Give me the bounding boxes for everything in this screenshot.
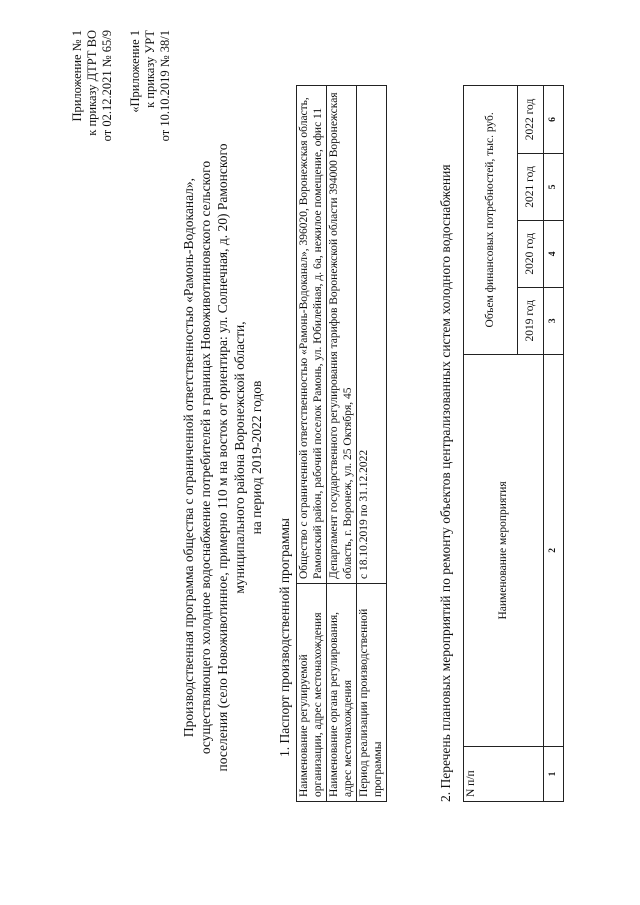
passport-value: Департамент государственного регулирования тарифов Воронежской области 394000 Воронежская область, г. Воронеж, ул. 25 Октября, 45 <box>327 86 357 584</box>
table-header-row <box>464 86 518 802</box>
year-header: 2022 год <box>518 86 544 154</box>
year-header: 2021 год <box>518 153 544 220</box>
appendix-line: к приказу УРТ <box>143 30 157 108</box>
title-line: осуществляющего холодное водоснабжение потребителей в границах Новоживотинновского сельского <box>198 160 213 755</box>
passport-table <box>296 85 387 802</box>
appendix-line: «Приложение 1 <box>128 30 142 113</box>
title-line: поселения (село Новоживотинное, примерно 110 м на восток от ориентира: ул. Солнечная, д. 20) Рамонского <box>215 143 230 772</box>
appendix-line: от 10.10.2019 № 38/1 <box>158 30 172 142</box>
passport-label: Период реализации производственной программы <box>357 584 387 802</box>
appendix-line: Приложение № 1 <box>70 30 84 122</box>
table-row <box>357 86 387 802</box>
col-finance-header: Объем финансовых потребностей, тыс. руб. <box>464 86 518 355</box>
program-title <box>180 100 265 815</box>
repairs-table <box>463 85 564 802</box>
passport-label: Наименование регулируемой организации, адрес местонахождения <box>297 584 327 802</box>
column-index: 1 <box>544 747 564 802</box>
col-name-header: Наименование мероприятия <box>464 354 544 746</box>
year-header: 2020 год <box>518 220 544 287</box>
col-number-header: N п/п <box>464 747 544 802</box>
appendix-line: к приказу ДТРТ ВО <box>85 30 99 136</box>
column-index: 3 <box>544 287 564 354</box>
passport-value: Общество с ограниченной ответственностью «Рамонь-Водоканал», 396020, Воронежская область, Рамонский район, рабочий поселок Рамонь, ул. Юбилейная, д. 6а, нежилое помещение, офис 11 <box>297 86 327 584</box>
column-index: 5 <box>544 153 564 220</box>
year-header: 2019 год <box>518 287 544 354</box>
title-line: на период 2019-2022 годов <box>249 380 264 535</box>
table-row <box>297 86 327 802</box>
passport-label: Наименование органа регулирования, адрес местонахождения <box>327 584 357 802</box>
appendix-header-original <box>128 30 173 141</box>
table-row <box>327 86 357 802</box>
column-index: 4 <box>544 220 564 287</box>
title-line: муниципального района Воронежской области, <box>232 321 247 594</box>
passport-value: с 18.10.2019 по 31.12.2022 <box>357 86 387 584</box>
title-line: Производственная программа общества с ограниченной ответственностью «Рамонь-Водоканал», <box>181 177 196 738</box>
column-index: 6 <box>544 86 564 154</box>
section1-heading: 1. Паспорт производственной программы <box>277 518 292 757</box>
appendix-line: от 02.12.2021 № 65/9 <box>100 30 114 142</box>
section2-heading: 2. Перечень плановых мероприятий по ремонту объектов централизованных систем холодного водоснабжения <box>438 164 453 802</box>
table-row <box>544 86 564 802</box>
column-index: 2 <box>544 354 564 746</box>
appendix-header-current <box>70 30 115 141</box>
